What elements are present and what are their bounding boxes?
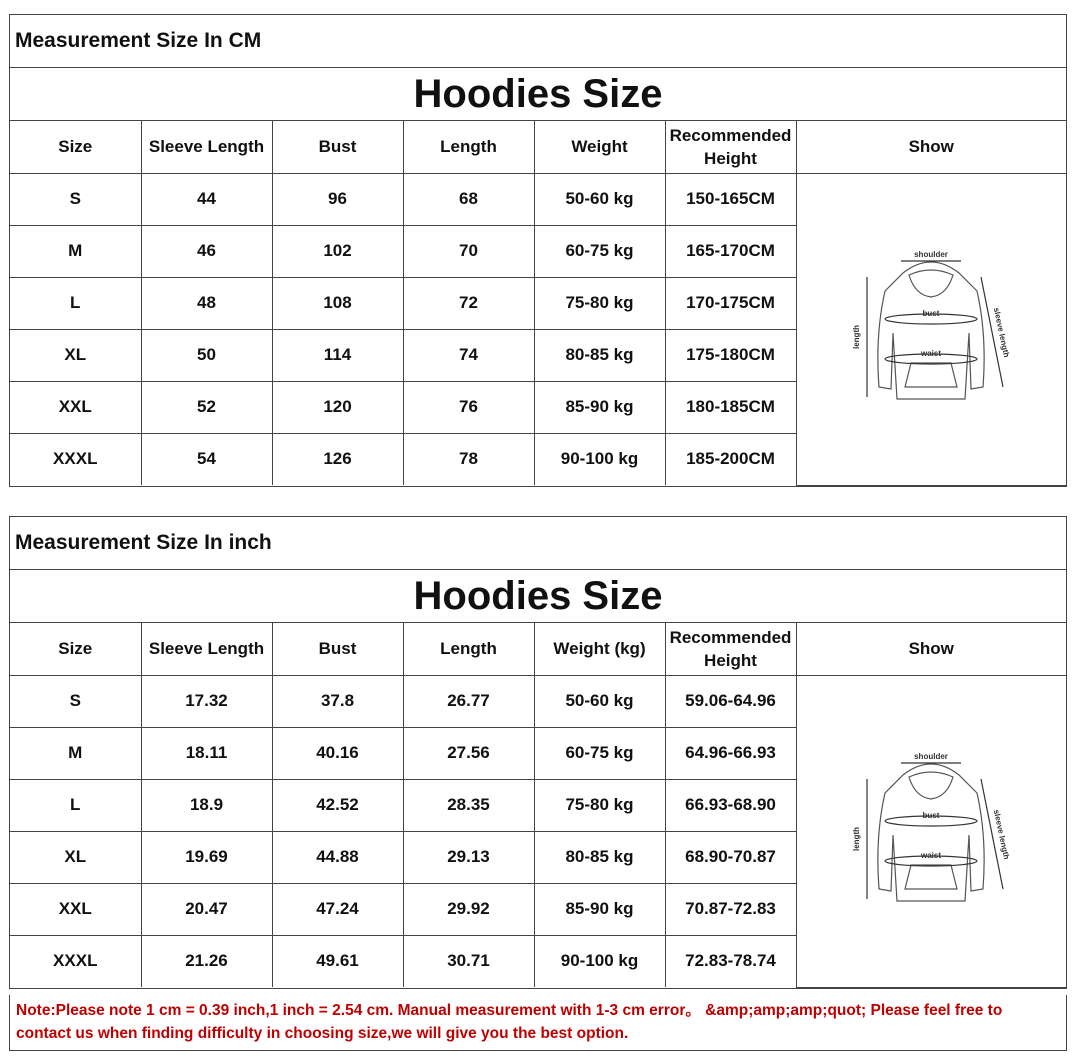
length-label: length [852,826,862,851]
cm-size-table [10,121,1066,486]
bust-label: bust [922,308,940,318]
header-weight: Weight (kg) [534,623,665,675]
cell-sleeve: 19.69 [141,831,272,883]
header-size: Size [10,121,141,173]
hoodie-outline [878,764,984,901]
cell-height: 64.96-66.93 [665,727,796,779]
cm-chart-heading: Hoodies Size [10,68,1066,121]
cell-size: XXL [10,883,141,935]
cell-sleeve: 46 [141,225,272,277]
cell-size: S [10,173,141,225]
inch-header-row [10,623,1066,675]
cell-size: L [10,779,141,831]
cell-weight: 90-100 kg [534,935,665,987]
cell-weight: 60-75 kg [534,225,665,277]
hoodie-diagram-icon [841,237,1021,417]
cell-size: XXXL [10,935,141,987]
cell-height: 59.06-64.96 [665,675,796,727]
header-length: Length [403,121,534,173]
cell-sleeve: 52 [141,381,272,433]
cell-height: 165-170CM [665,225,796,277]
cell-size: XL [10,831,141,883]
cell-bust: 44.88 [272,831,403,883]
cell-weight: 60-75 kg [534,727,665,779]
inch-chart-title: Measurement Size In inch [10,517,1066,570]
cell-bust: 37.8 [272,675,403,727]
header-recommended-height: Recommended Height [665,623,796,675]
cell-weight: 85-90 kg [534,883,665,935]
header-bust: Bust [272,623,403,675]
cell-bust: 102 [272,225,403,277]
cell-length: 29.13 [403,831,534,883]
table-row [10,173,1066,225]
cell-length: 76 [403,381,534,433]
cell-height: 170-175CM [665,277,796,329]
hood-shape [909,772,953,799]
cell-size: M [10,727,141,779]
inch-size-table [10,623,1066,988]
inch-show-cell [796,675,1066,987]
cell-bust: 108 [272,277,403,329]
header-recommended-height: Recommended Height [665,121,796,173]
header-sleeve-length: Sleeve Length [141,623,272,675]
sleeve-length-label: sleeve length [992,808,1012,860]
header-weight: Weight [534,121,665,173]
cell-bust: 42.52 [272,779,403,831]
cell-height: 72.83-78.74 [665,935,796,987]
cell-height: 68.90-70.87 [665,831,796,883]
pocket-shape [905,363,957,387]
bust-label: bust [922,810,940,820]
cell-weight: 85-90 kg [534,381,665,433]
shoulder-label: shoulder [914,751,949,761]
cell-weight: 80-85 kg [534,329,665,381]
cell-height: 175-180CM [665,329,796,381]
cell-weight: 90-100 kg [534,433,665,485]
cm-chart-title: Measurement Size In CM [10,15,1066,68]
waist-label: waist [921,348,942,358]
inch-chart-heading: Hoodies Size [10,570,1066,623]
cell-sleeve: 17.32 [141,675,272,727]
cm-header-row [10,121,1066,173]
header-show: Show [796,121,1066,173]
cell-sleeve: 44 [141,173,272,225]
cm-show-cell [796,173,1066,485]
length-label: length [852,324,862,349]
cell-sleeve: 54 [141,433,272,485]
cell-length: 72 [403,277,534,329]
header-size: Size [10,623,141,675]
cell-height: 185-200CM [665,433,796,485]
cell-height: 70.87-72.83 [665,883,796,935]
cell-height: 150-165CM [665,173,796,225]
cell-sleeve: 48 [141,277,272,329]
cell-size: XXL [10,381,141,433]
table-row [10,675,1066,727]
cell-sleeve: 21.26 [141,935,272,987]
cell-length: 70 [403,225,534,277]
pocket-shape [905,865,957,889]
cell-sleeve: 18.11 [141,727,272,779]
cell-sleeve: 20.47 [141,883,272,935]
cell-weight: 75-80 kg [534,779,665,831]
cell-size: XL [10,329,141,381]
cell-sleeve: 18.9 [141,779,272,831]
waist-label: waist [921,850,942,860]
cell-weight: 50-60 kg [534,675,665,727]
cm-size-chart [9,14,1067,487]
inch-size-chart [9,516,1067,989]
cell-weight: 75-80 kg [534,277,665,329]
header-sleeve-length: Sleeve Length [141,121,272,173]
cell-height: 66.93-68.90 [665,779,796,831]
cell-bust: 96 [272,173,403,225]
header-length: Length [403,623,534,675]
cell-length: 27.56 [403,727,534,779]
cell-size: L [10,277,141,329]
cell-size: XXXL [10,433,141,485]
cell-sleeve: 50 [141,329,272,381]
cell-weight: 50-60 kg [534,173,665,225]
hoodie-outline [878,262,984,399]
cell-weight: 80-85 kg [534,831,665,883]
shoulder-label: shoulder [914,249,949,259]
sleeve-length-label: sleeve length [992,306,1012,358]
cell-height: 180-185CM [665,381,796,433]
cell-bust: 114 [272,329,403,381]
header-show: Show [796,623,1066,675]
cell-length: 28.35 [403,779,534,831]
hoodie-diagram-icon [841,739,1021,919]
note-text: Note:Please note 1 cm = 0.39 inch,1 inch = 2.54 cm. Manual measurement with 1-3 cm error。 &amp;amp;amp;quot; Please feel free to contact us when finding difficulty in choosing size,we will give you the best option. [9,995,1067,1051]
cell-bust: 47.24 [272,883,403,935]
cell-bust: 40.16 [272,727,403,779]
cell-size: S [10,675,141,727]
cell-length: 78 [403,433,534,485]
cell-length: 29.92 [403,883,534,935]
hood-shape [909,270,953,297]
header-bust: Bust [272,121,403,173]
cell-length: 26.77 [403,675,534,727]
cell-length: 74 [403,329,534,381]
cell-bust: 126 [272,433,403,485]
cell-size: M [10,225,141,277]
cell-bust: 49.61 [272,935,403,987]
cell-length: 30.71 [403,935,534,987]
cell-length: 68 [403,173,534,225]
cell-bust: 120 [272,381,403,433]
